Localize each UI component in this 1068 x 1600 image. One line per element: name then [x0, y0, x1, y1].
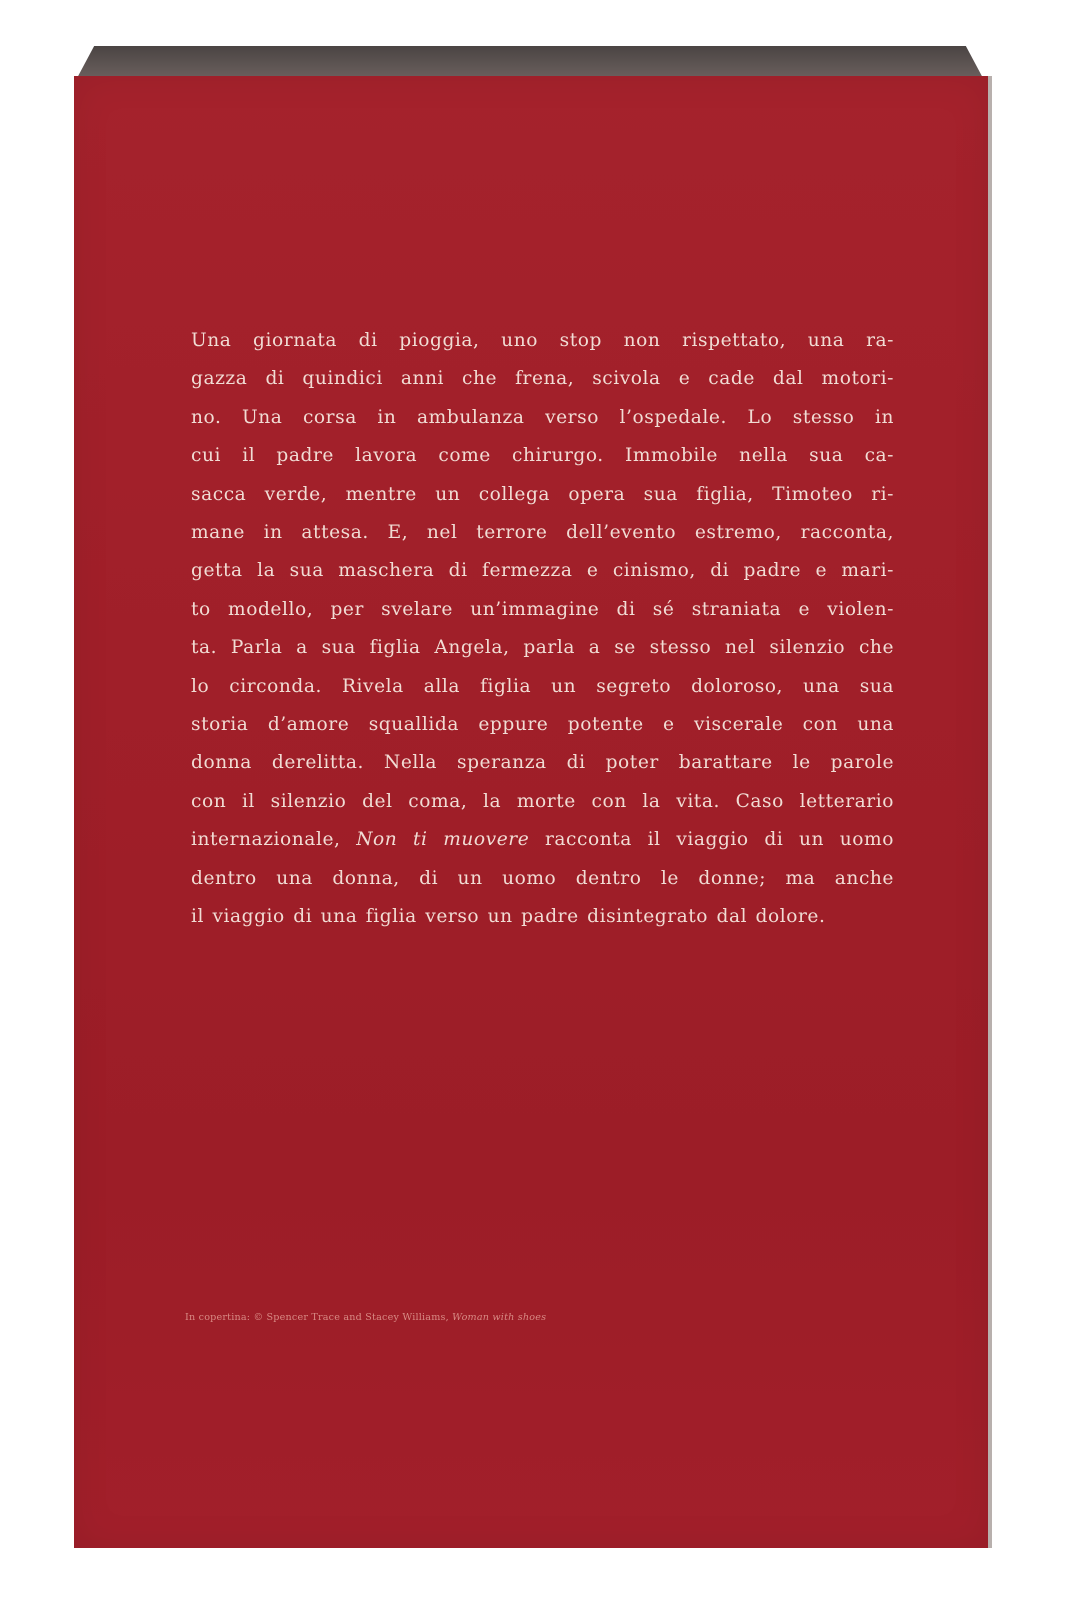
- back-cover: [74, 76, 988, 1548]
- blurb-line: cui il padre lavora come chirurgo. Immobile nella sua ca-: [191, 445, 894, 467]
- cover-credit: [185, 1312, 546, 1323]
- blurb-line: storia d’amore squallida eppure potente e viscerale con una: [191, 714, 894, 736]
- blurb-line: no. Una corsa in ambulanza verso l’ospedale. Lo stesso in: [191, 406, 894, 428]
- book-right-edge: [988, 76, 992, 1548]
- book: [58, 46, 1006, 1548]
- blurb-line: mane in attesa. E, nel terrore dell’evento estremo, racconta,: [191, 522, 894, 544]
- credit-text: In copertina: © Spencer Trace and Stacey Williams,: [185, 1312, 449, 1323]
- blurb-line: dentro una donna, di un uomo dentro le donne; ma anche: [191, 867, 894, 889]
- blurb-text-fragment: internazionale,: [191, 829, 341, 851]
- book-title: Non ti muovere: [356, 829, 530, 851]
- blurb-line: getta la sua maschera di fermezza e cinismo, di padre e mari-: [191, 560, 894, 582]
- blurb-line: con il silenzio del coma, la morte con la vita. Caso letterario: [191, 790, 894, 812]
- blurb-line: [191, 821, 894, 859]
- blurb-line: ta. Parla a sua figlia Angela, parla a se stesso nel silenzio che: [191, 637, 894, 659]
- blurb-text-fragment: racconta il viaggio di un uomo: [544, 829, 894, 851]
- blurb-line: il viaggio di una figlia verso un padre disintegrato dal dolore.: [191, 906, 826, 928]
- blurb-line: lo circonda. Rivela alla figlia un segreto doloroso, una sua: [191, 675, 894, 697]
- blurb-line: Una giornata di pioggia, uno stop non rispettato, una ra-: [191, 330, 894, 351]
- blurb-line: sacca verde, mentre un collega opera sua figlia, Timoteo ri-: [191, 483, 894, 505]
- credit-work-title: Woman with shoes: [452, 1312, 547, 1323]
- blurb-text: [191, 322, 894, 937]
- blurb-line: to modello, per svelare un’immagine di sé straniata e violen-: [191, 598, 894, 620]
- blurb-line: donna derelitta. Nella speranza di poter barattare le parole: [191, 752, 894, 774]
- blurb-line: gazza di quindici anni che frena, scivola e cade dal motori-: [191, 368, 894, 390]
- book-top-edge: [76, 46, 984, 80]
